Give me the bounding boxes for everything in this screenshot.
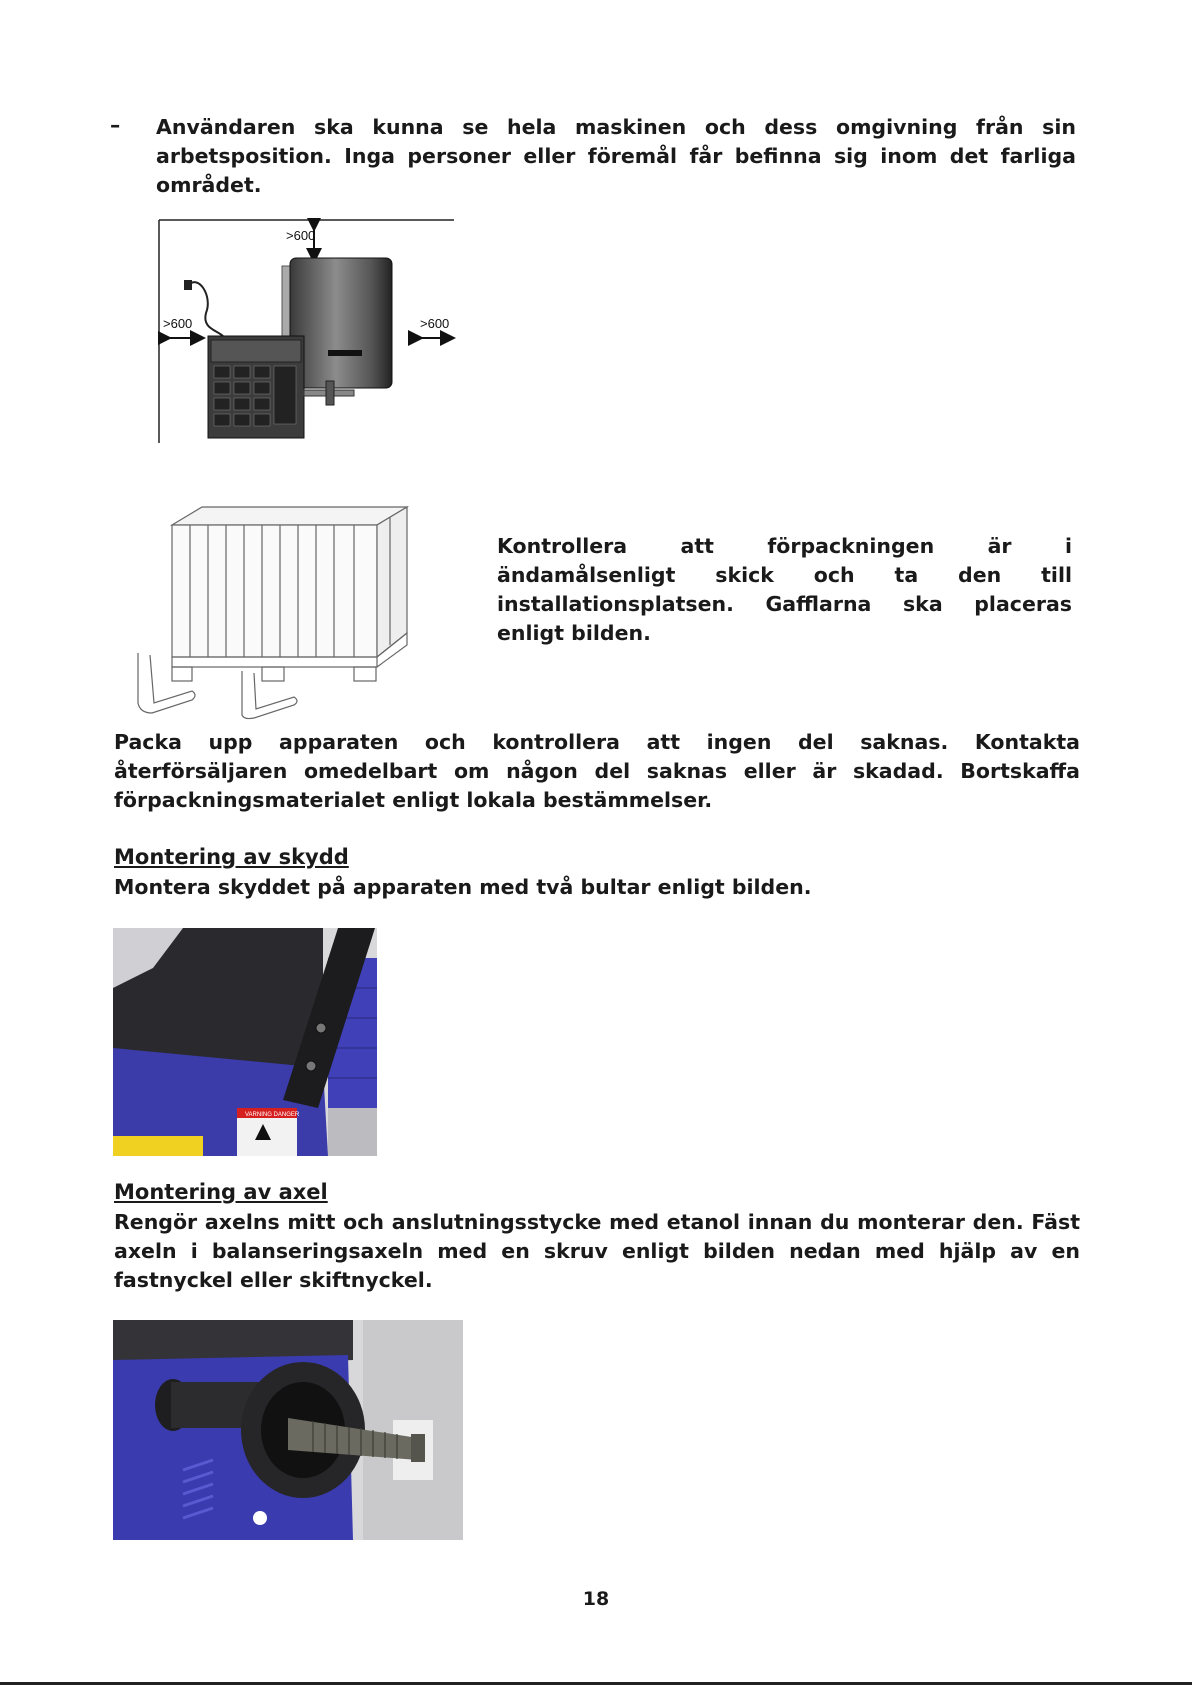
guard-paragraph: Montera skyddet på apparaten med två bultar enligt bilden. [114, 875, 812, 899]
pallet-diagram [132, 505, 422, 720]
axle-heading: Montering av axel [114, 1180, 328, 1204]
guard-photo [113, 928, 377, 1156]
label-left: >600 [163, 316, 193, 331]
label-top: >600 [286, 228, 316, 243]
photo-label: VARNING DANGER [245, 1112, 300, 1118]
power-cable [188, 282, 223, 336]
plug [184, 280, 192, 290]
guard-heading: Montering av skydd [114, 845, 349, 869]
guard-slot [328, 350, 362, 356]
label-right: >600 [420, 316, 450, 331]
wheel-guard [290, 258, 392, 388]
bullet-dash: – [110, 113, 121, 137]
packaging-paragraph: Kontrollera att förpackningen är i ändamålsenligt skick och ta den till installationsplatsen. Gafflarna ska placeras enligt bilden. [497, 534, 1072, 645]
control-panel [211, 340, 301, 362]
axle-photo [113, 1320, 463, 1540]
clearance-diagram [158, 218, 458, 443]
unpack-paragraph: Packa upp apparaten och kontrollera att ingen del saknas. Kontakta återförsäljaren omedelbart om någon del saknas eller är skadad. Bortskaffa förpackningsmaterialet enligt lokala bestämmelser. [114, 730, 1080, 812]
intro-paragraph: Användaren ska kunna se hela maskinen och dess omgivning från sin arbetsposition. Inga personer eller föremål får befinna sig inom det farliga området. [156, 115, 1076, 197]
page-number: 18 [582, 1588, 610, 1610]
flange [326, 381, 334, 405]
hood-arm [282, 266, 290, 336]
axle-paragraph: Rengör axelns mitt och anslutningsstycke med etanol innan du monterar den. Fäst axeln i balanseringsaxeln med en skruv enligt bilden nedan med hjälp av en fastnyckel eller skiftnyckel. [114, 1210, 1080, 1292]
